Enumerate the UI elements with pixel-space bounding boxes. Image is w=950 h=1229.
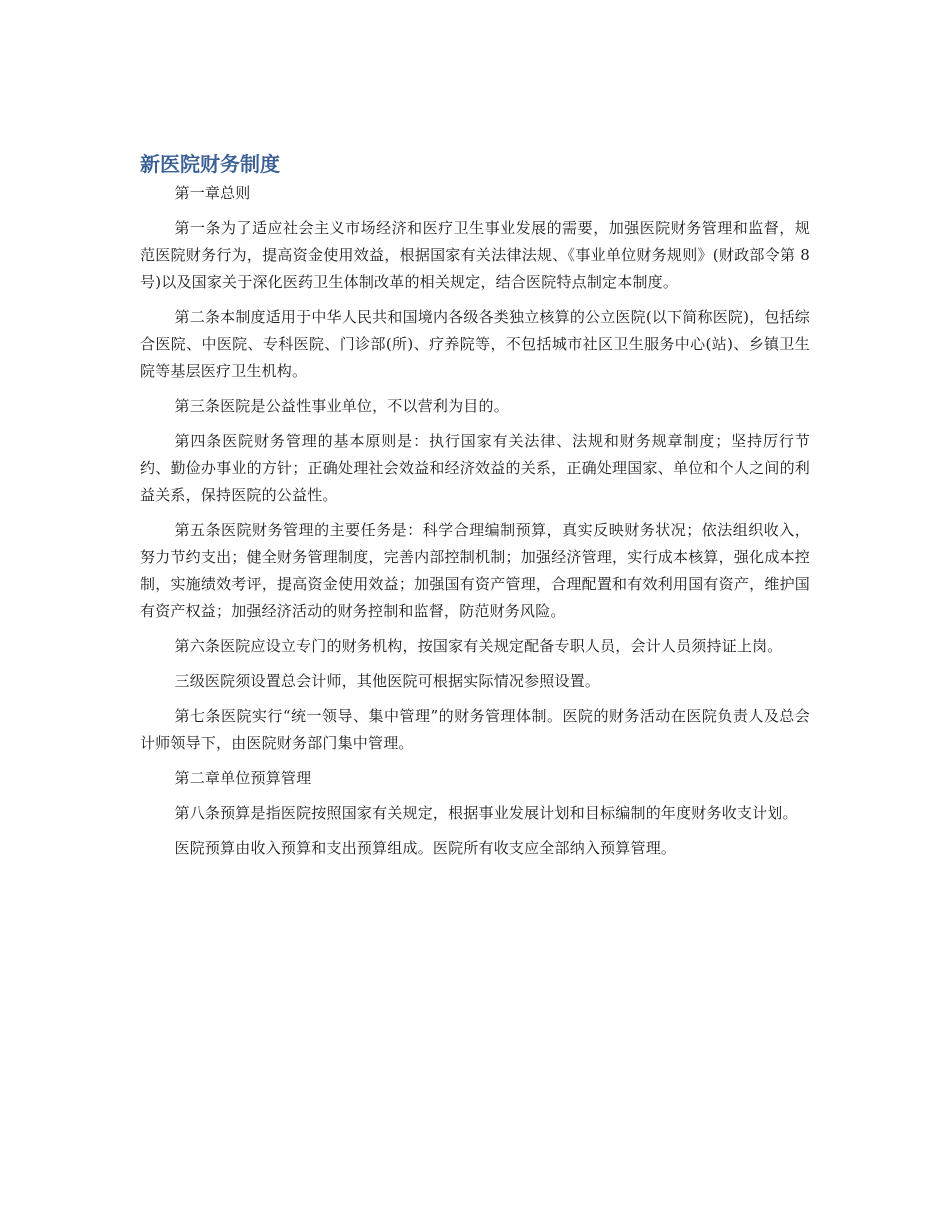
article-1: 第一条为了适应社会主义市场经济和医疗卫生事业发展的需要，加强医院财务管理和监督，规范医院财务行为，提高资金使用效益，根据国家有关法律法规、《事业单位财务规则》(财政部令第 8 号)以及国家关于深化医药卫生体制改革的相关规定，结合医院特点制定本制度。 bbox=[140, 219, 810, 291]
article-8-supplement: 医院预算由收入预算和支出预算组成。医院所有收支应全部纳入预算管理。 bbox=[174, 839, 677, 857]
document-title: 新医院财务制度 bbox=[140, 152, 280, 176]
article-3: 第三条医院是公益性事业单位，不以营利为目的。 bbox=[174, 397, 509, 415]
article-8: 第八条预算是指医院按照国家有关规定，根据事业发展计划和目标编制的年度财务收支计划。 bbox=[174, 804, 798, 822]
article-5: 第五条医院财务管理的主要任务是：科学合理编制预算，真实反映财务状况；依法组织收入，努力节约支出；健全财务管理制度，完善内部控制机制；加强经济管理，实行成本核算，强化成本控制，实施绩效考评，提高资金使用效益；加强国有资产管理，合理配置和有效利用国有资产，维护国有资产权益；加强经济活动的财务控制和监督，防范财务风险。 bbox=[140, 521, 810, 620]
chapter-2-heading: 第二章单位预算管理 bbox=[174, 769, 312, 787]
article-6-supplement: 三级医院须设置总会计师，其他医院可根据实际情况参照设置。 bbox=[174, 672, 601, 690]
article-4: 第四条医院财务管理的基本原则是：执行国家有关法律、法规和财务规章制度；坚持厉行节约、勤俭办事业的方针；正确处理社会效益和经济效益的关系，正确处理国家、单位和个人之间的利益关系，保持医院的公益性。 bbox=[140, 432, 810, 504]
article-7: 第七条医院实行“统一领导、集中管理”的财务管理体制。医院的财务活动在医院负责人及总会计师领导下，由医院财务部门集中管理。 bbox=[140, 707, 810, 752]
chapter-1-heading: 第一章总则 bbox=[174, 184, 251, 202]
document-body bbox=[140, 150, 810, 870]
article-6: 第六条医院应设立专门的财务机构，按国家有关规定配备专职人员，会计人员须持证上岗。 bbox=[174, 637, 783, 655]
article-2: 第二条本制度适用于中华人民共和国境内各级各类独立核算的公立医院(以下简称医院)，包括综合医院、中医院、专科医院、门诊部(所)、疗养院等，不包括城市社区卫生服务中心(站)、乡镇卫生院等基层医疗卫生机构。 bbox=[140, 308, 810, 380]
